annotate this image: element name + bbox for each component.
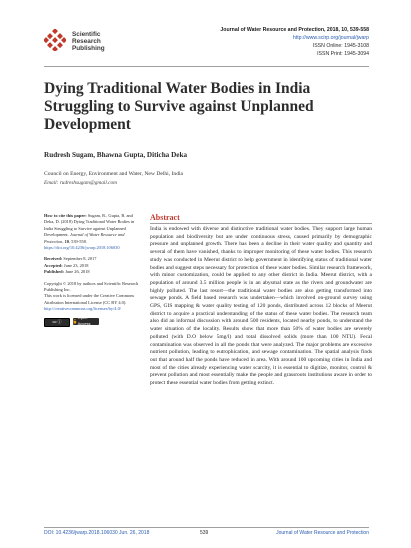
abstract-divider <box>150 223 372 224</box>
cite-volume: 10 <box>64 238 69 244</box>
issn-print: ISSN Print: 1945-3094 <box>317 51 369 57</box>
header-divider <box>44 66 369 67</box>
author-list: Rudresh Sugam, Bhawna Gupta, Diticha Deka <box>44 151 188 159</box>
dates-block <box>44 256 140 275</box>
page-number: 539 <box>200 530 209 536</box>
publisher-name <box>72 31 105 52</box>
citation-block <box>44 213 140 251</box>
open-lock-icon <box>73 319 77 324</box>
issn-online: ISSN Online: 1945-3108 <box>312 43 369 49</box>
license-badges <box>44 314 140 327</box>
received-label: Received: <box>44 256 63 262</box>
accepted-label: Accepted: <box>44 262 63 268</box>
cite-label: How to cite this paper: <box>44 213 87 218</box>
footer-divider <box>44 527 369 528</box>
published-date: June 26, 2018 <box>64 269 90 275</box>
author-email: Email: rudreshsugam@gmail.com <box>44 180 117 186</box>
footer-doi[interactable]: DOI: 10.4236/jwarp.2018.106030 Jun. 26, 2018 <box>44 530 150 536</box>
copyright-text: Copyright © 2018 by authors and Scientific Research Publishing Inc. <box>44 280 139 293</box>
cite-sep: , <box>62 238 65 244</box>
cc-icon: cc ⓘ <box>52 318 62 324</box>
publisher-logo-icon <box>44 29 66 51</box>
cite-text: Sugam, R., Gupta, B. and Deka, D. (2018) Dying Traditional Water Bodies in India Struggling to Survive against Unplanned Development. <box>44 213 135 238</box>
abstract-body: India is endowed with diverse and distinctive traditional water bodies. They support large human population and biodiversity but are under continuous stress, caused primarily by demographic pressure and unplanned growth. There has been a decline in their water quality and quantity and several of them have vanished, thanks to improper monitoring of these water bodies. This research study was conducted in Meerut district to help government in identifying status of traditional water bodies and suggest steps necessary for protection of these water bodies. Similar research framework, with minor customization, could be applied to any other district in India. Meerut district, with a population of around 3.5 million people is in an abysmal state as the rivers and groundwater are highly polluted. The last resort—the traditional water bodies are also getting transformed into sewage ponds. A field based research was undertaken—which involved on-ground survey using GPS, GIS mapping & water quality testing of 120 ponds, distributed across 12 blocks of Meerut district to acquire a practical understanding of the status of these water bodies. The research team also did an informal discussion with around 500 residents, located nearby ponds, to understand the water situation of the locality. Results show that more than 50% of water bodies are severely polluted (with D.O below 5mg/l) and total dissolved solids (more than 100 NTU). Fecal contamination was observed in all the ponds that were analyzed. The major problems are excessive nutrient pollution, leading to eutrophication, and sewage contamination. The spatial analysis finds out that around half the ponds have reduced in area. With around 100 upcoming cities in India and most of the cities already experiencing water scarcity, it is essential to digitize, monitor, control & prevent pollution and most essentially make the people and grassroots institutions aware in order to protect these essential water bodies from getting extinct. <box>150 226 372 387</box>
journal-url-link[interactable]: http://www.scirp.org/journal/jwarp <box>292 35 369 41</box>
journal-info <box>220 26 369 58</box>
abstract-heading: Abstract <box>150 213 180 222</box>
footer-journal-link[interactable]: Journal of Water Resource and Protection <box>276 530 369 536</box>
journal-citation: Journal of Water Resource and Protection, 2018, 10, 539-558 <box>220 27 369 33</box>
publisher-name-line2: Research <box>72 38 101 45</box>
received-date: September 8, 2017 <box>62 256 97 262</box>
publisher-name-line1: Scientific <box>72 31 101 38</box>
cite-doi-link[interactable]: https://doi.org/10.4236/jwarp.2018.106030 <box>44 245 120 251</box>
open-access-badge[interactable] <box>73 314 99 327</box>
article-title: Dying Traditional Water Bodies in India Struggling to Survive against Unplanned Development <box>44 80 314 133</box>
published-label: Published: <box>44 269 65 275</box>
cc-by-badge[interactable] <box>44 318 70 327</box>
license-url-link[interactable]: http://creativecommons.org/licenses/by/4.0/ <box>44 306 121 312</box>
cite-journal: Journal of Water Resource and Protection <box>44 232 125 244</box>
article-metadata-column <box>44 213 140 327</box>
publisher-name-line3: Publishing <box>72 45 105 52</box>
open-access-label: Open Access <box>77 314 91 327</box>
affiliation: Council on Energy, Environment and Water, New Delhi, India <box>44 171 184 177</box>
license-block <box>44 281 140 313</box>
accepted-date: June 23, 2018 <box>62 262 89 268</box>
cite-pages: , 539-558. <box>68 238 87 244</box>
license-statement: This work is licensed under the Creative Commons Attribution International License (CC BY 4.0). <box>44 293 135 305</box>
